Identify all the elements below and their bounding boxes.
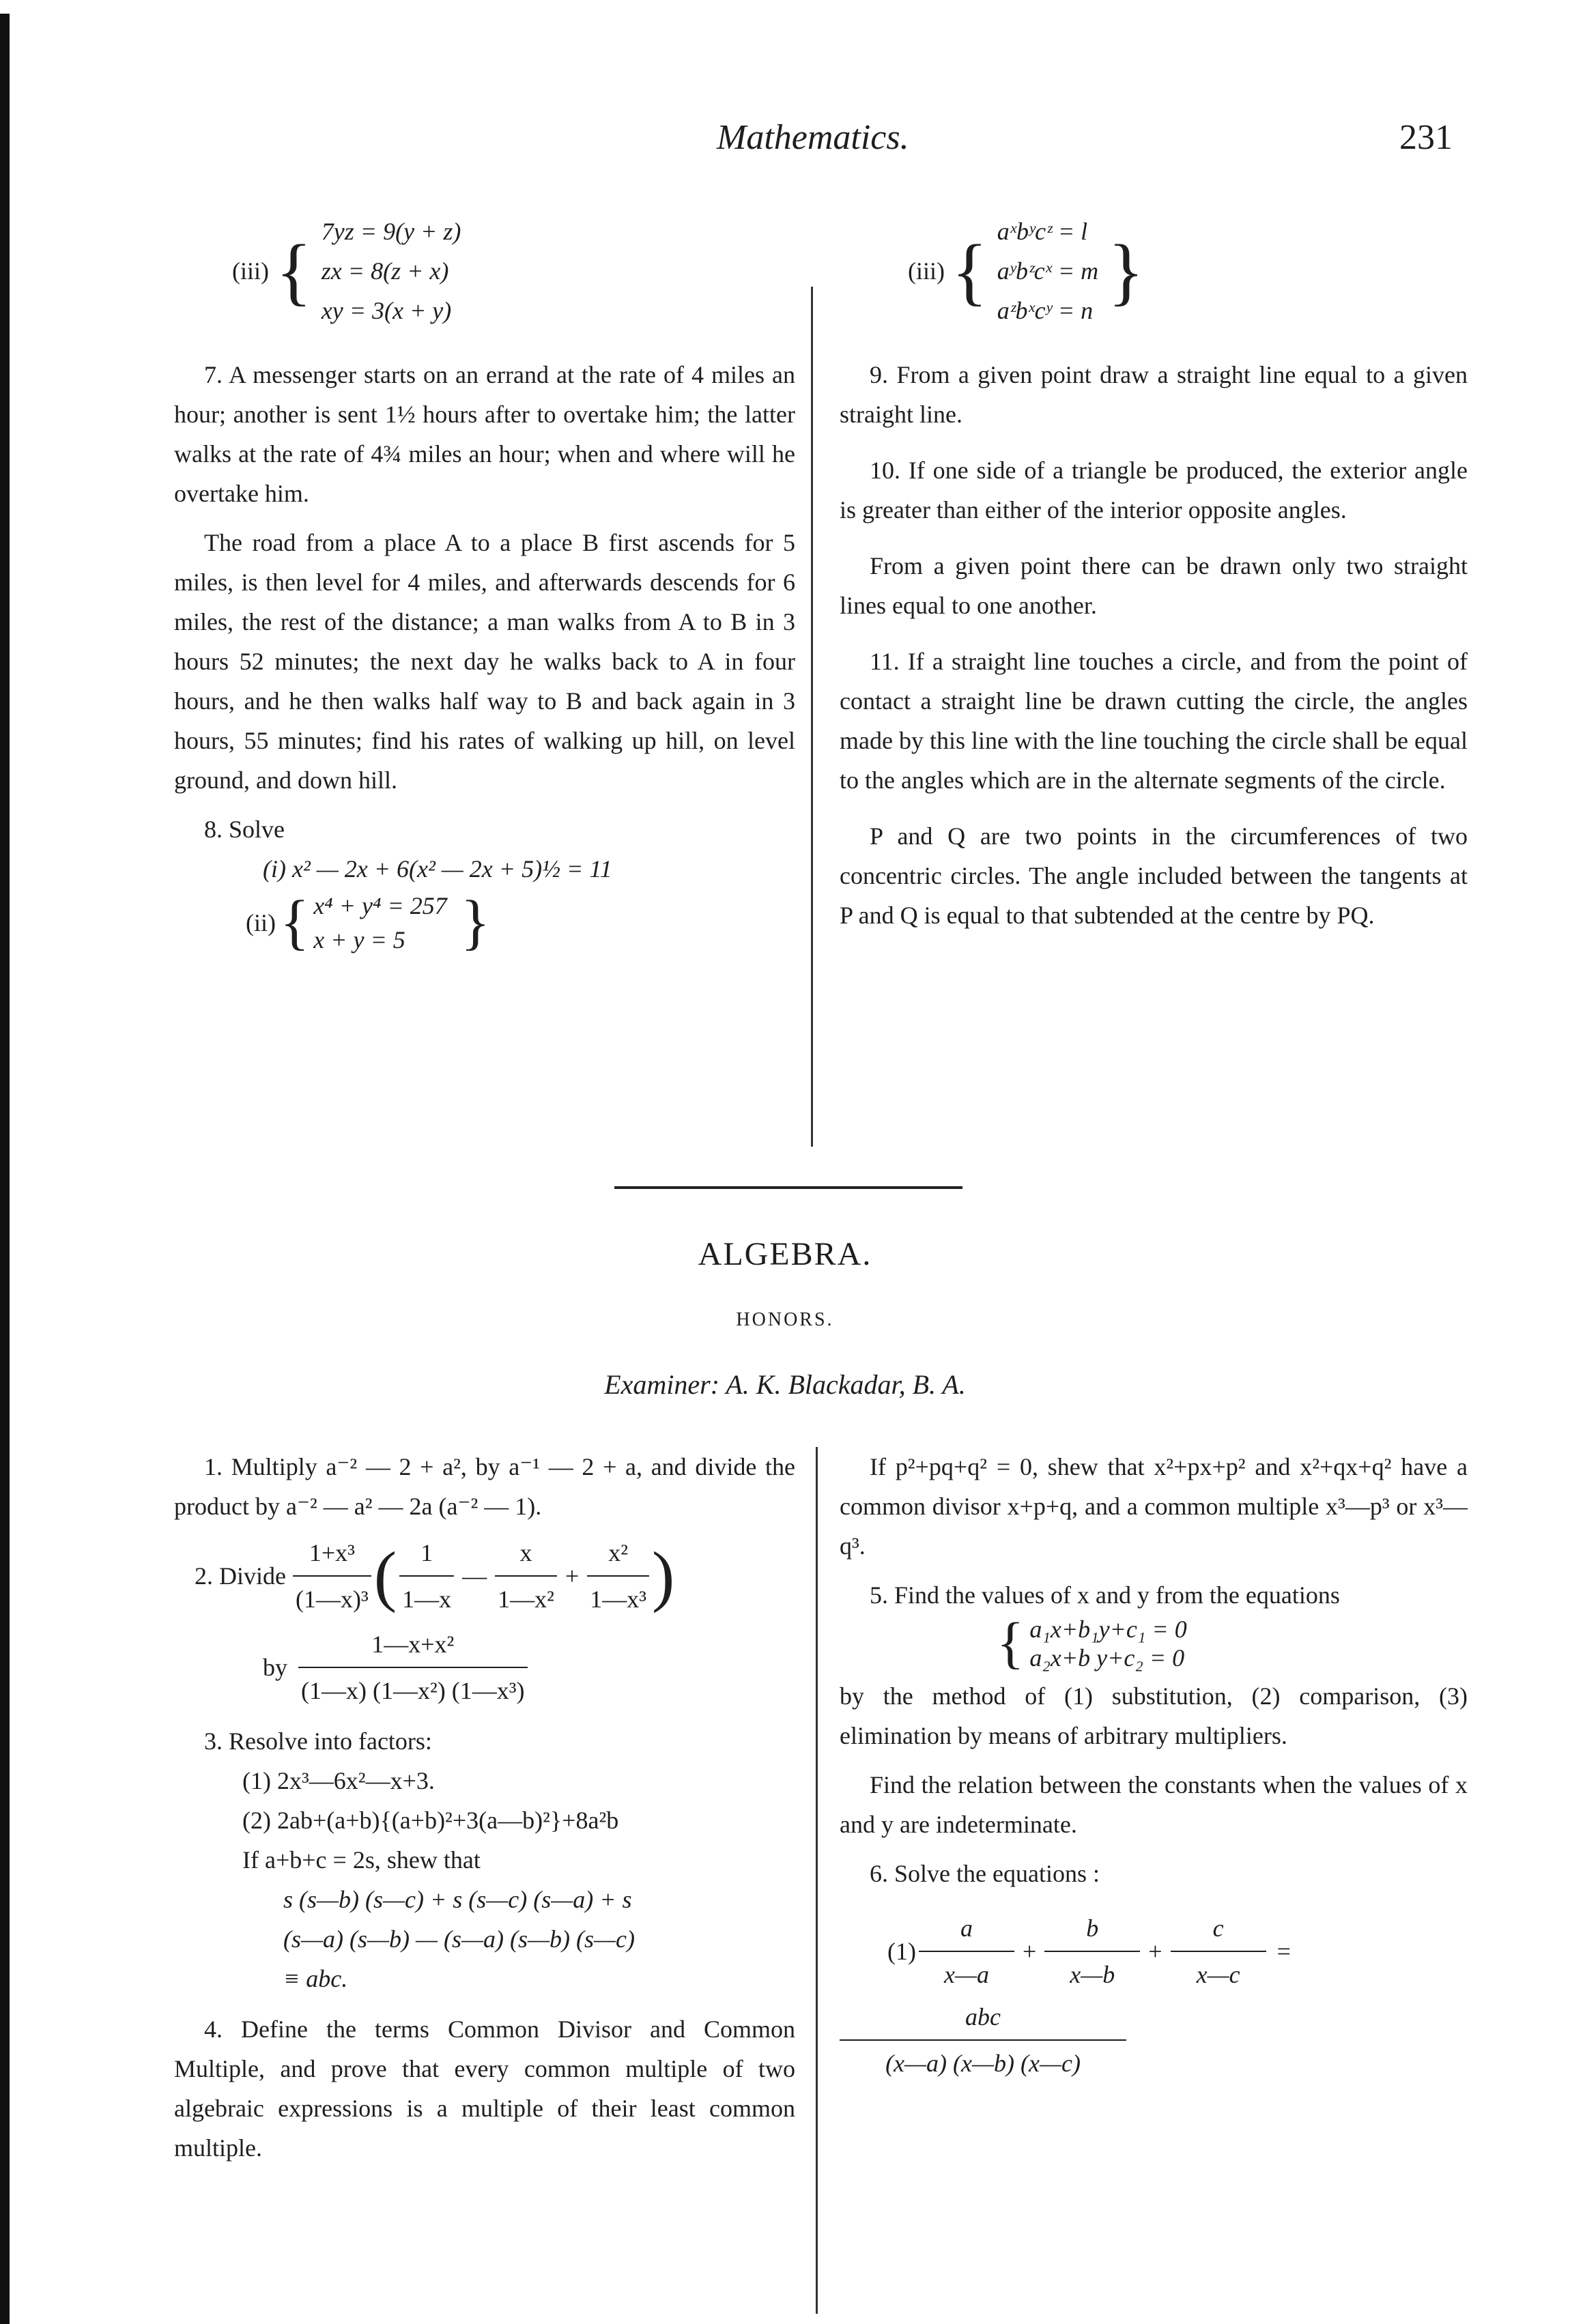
equation-line: aʸbᶻcˣ = m	[997, 257, 1099, 285]
question-7-part-2: The road from a place A to a place B first ascends for 5 miles, is then level for 4 miles, and afterwards descends for 6 miles, the rest of the distance; a man walks from A to B in 3 hours 52 minutes; the next day he walks back to A in four hours, and he then walks half way to B and back again in 3 hours, 55 minutes; find his rates of walking up hill, on level ground, and down hill.	[174, 529, 795, 794]
equation-line: xy = 3(x + y)	[321, 297, 452, 324]
question-4: 4. Define the terms Common Divisor and Common Multiple, and prove that every common multiple of two algebraic expressions is a multiple of their least common multiple.	[174, 2015, 795, 2162]
fraction	[399, 1533, 454, 1619]
denominator: x—c	[1171, 1951, 1266, 1994]
question-2-divisor	[263, 1624, 795, 1710]
section-title: ALGEBRA.	[698, 1236, 872, 1272]
fraction	[1171, 1908, 1266, 1994]
question-8-label: 8. Solve	[204, 816, 285, 843]
numerator: c	[1212, 1914, 1224, 1942]
by-word: by	[263, 1654, 287, 1681]
numerator: 1—x+x²	[371, 1631, 455, 1658]
question-10-rider: From a given point there can be drawn only two straight lines equal to one another.	[840, 552, 1468, 619]
section-separator	[614, 1186, 962, 1189]
fraction	[293, 1533, 371, 1619]
question-5-rider: Find the relation between the constants when the values of x and y are indeterminate.	[840, 1771, 1468, 1838]
question-8-part-i: (i) x² — 2x + 6(x² — 2x + 5)½ = 11	[263, 855, 612, 883]
left-brace: {	[951, 229, 988, 313]
section-subtitle: HONORS.	[736, 1309, 834, 1330]
question-4-rider: If p²+pq+q² = 0, shew that x²+px+p² and x²+qx+q² have a common divisor x+p+q, and a common multiple x³—p³ or x³—q³.	[840, 1453, 1468, 1560]
equation-label: (iii)	[908, 257, 945, 285]
equation-label: (1)	[887, 1938, 916, 1965]
question-5: 5. Find the values of x and y from the equations	[870, 1581, 1340, 1609]
running-head: Mathematics.	[717, 118, 909, 157]
question-5-system	[997, 1611, 1468, 1675]
right-column-algebra	[840, 1447, 1468, 2083]
column-divider-bottom	[816, 1447, 818, 2314]
question-8-part-ii	[246, 889, 795, 957]
column-divider-top	[811, 287, 813, 1147]
equation-group-iii-left	[232, 212, 461, 330]
numerator: x	[519, 1539, 532, 1566]
question-6-equation	[887, 1908, 1468, 1994]
left-paren: (	[373, 1538, 397, 1613]
identity-line: s (s—b) (s—c) + s (s—c) (s—a) + s	[283, 1886, 632, 1913]
question-11-rider: P and Q are two points in the circumferences of two concentric circles. The angle included between the tangents at P and Q is equal to that subtended at the centre by PQ.	[840, 822, 1468, 929]
numerator: b	[1086, 1914, 1099, 1942]
question-6-rhs	[840, 1997, 1468, 2083]
examiner-line: Examiner: A. K. Blackadar, B. A.	[604, 1369, 966, 1400]
denominator: (1—x) (1—x²) (1—x³)	[298, 1667, 528, 1710]
question-2-label: 2. Divide	[195, 1562, 286, 1590]
equation-group-iii-right	[908, 212, 1144, 330]
left-brace: {	[275, 229, 312, 313]
numerator: 1	[420, 1539, 433, 1566]
equation-line: zx = 8(z + x)	[321, 257, 449, 285]
page-number: 231	[1399, 118, 1453, 157]
question-1: 1. Multiply a⁻² — 2 + a², by a⁻¹ — 2 + a, and divide the product by a⁻² — a² — 2a (a⁻² — 1).	[174, 1453, 795, 1520]
question-3-part-2: (2) 2ab+(a+b){(a+b)²+3(a—b)²}+8a²b	[242, 1807, 619, 1834]
identity-line: ≡ abc.	[283, 1965, 348, 1992]
plus-sign: +	[1022, 1938, 1037, 1965]
numerator: x²	[608, 1539, 628, 1566]
question-6: 6. Solve the equations :	[870, 1860, 1100, 1887]
fraction	[587, 1533, 649, 1619]
plus-sign: +	[565, 1562, 580, 1590]
question-3-label: 3. Resolve into factors:	[204, 1727, 432, 1755]
right-brace: }	[1108, 229, 1144, 313]
right-paren: )	[651, 1538, 675, 1613]
denominator: 1—x²	[495, 1575, 557, 1619]
denominator: 1—x	[399, 1575, 454, 1619]
numerator: abc	[965, 2003, 1001, 2031]
numerator: 1+x³	[309, 1539, 355, 1566]
denominator: 1—x³	[587, 1575, 649, 1619]
denominator: x—a	[919, 1951, 1014, 1994]
numerator: a	[960, 1914, 973, 1942]
denominator: x—b	[1044, 1951, 1140, 1994]
denominator: (1—x)³	[293, 1575, 371, 1619]
question-10: 10. If one side of a triangle be produced, the exterior angle is greater than either of the interior opposite angles.	[840, 457, 1468, 523]
equals-sign: =	[1276, 1938, 1291, 1965]
equation-line: aˣbʸcᶻ = l	[997, 218, 1088, 245]
question-3-part-1: (1) 2x³—6x²—x+3.	[242, 1767, 435, 1794]
question-3-condition: If a+b+c = 2s, shew that	[242, 1846, 481, 1874]
fraction	[840, 1997, 1126, 2083]
question-9: 9. From a given point draw a straight line equal to a given straight line.	[840, 361, 1468, 428]
equation-label: (ii)	[246, 909, 276, 936]
book-spine-edge	[0, 14, 10, 2324]
left-column-algebra	[174, 1447, 795, 2168]
fraction	[1044, 1908, 1140, 1994]
question-7: 7. A messenger starts on an errand at the rate of 4 miles an hour; another is sent 1½ hours after to overtake him; the latter walks at the rate of 4¾ miles an hour; when and where will he overtake him.	[174, 361, 795, 507]
equation-line: a₁x+b₁y+c₁ = 0	[1029, 1616, 1187, 1643]
identity-line: (s—a) (s—b) — (s—a) (s—b) (s—c)	[283, 1925, 635, 1953]
fraction	[298, 1624, 528, 1710]
equation-line: x⁴ + y⁴ = 257	[313, 892, 447, 919]
equation-line: 7yz = 9(y + z)	[321, 218, 461, 245]
right-column-top-text	[840, 355, 1468, 935]
plus-sign: +	[1148, 1938, 1162, 1965]
left-brace: {	[997, 1611, 1025, 1675]
equation-line: a₂x+b y+c₂ = 0	[1029, 1644, 1185, 1672]
denominator: (x—a) (x—b) (x—c)	[840, 2039, 1126, 2083]
fraction	[919, 1908, 1014, 1994]
minus-sign: —	[462, 1562, 487, 1590]
left-brace: {	[279, 889, 310, 956]
equation-label: (iii)	[232, 257, 269, 285]
equation-line: x + y = 5	[313, 926, 405, 953]
question-2	[195, 1533, 795, 1619]
right-brace: }	[460, 889, 490, 956]
question-11: 11. If a straight line touches a circle, and from the point of contact a straight line be drawn cutting the circle, the angles made by this line with the line touching the circle shall be equal to the angles which are in the alternate segments of the circle.	[840, 648, 1468, 794]
left-column-top-text	[174, 355, 795, 957]
fraction	[495, 1533, 557, 1619]
equation-line: aᶻbˣcʸ = n	[997, 297, 1094, 324]
question-5-methods: by the method of (1) substitution, (2) comparison, (3) elimination by means of arbitrary multipliers.	[840, 1682, 1468, 1749]
